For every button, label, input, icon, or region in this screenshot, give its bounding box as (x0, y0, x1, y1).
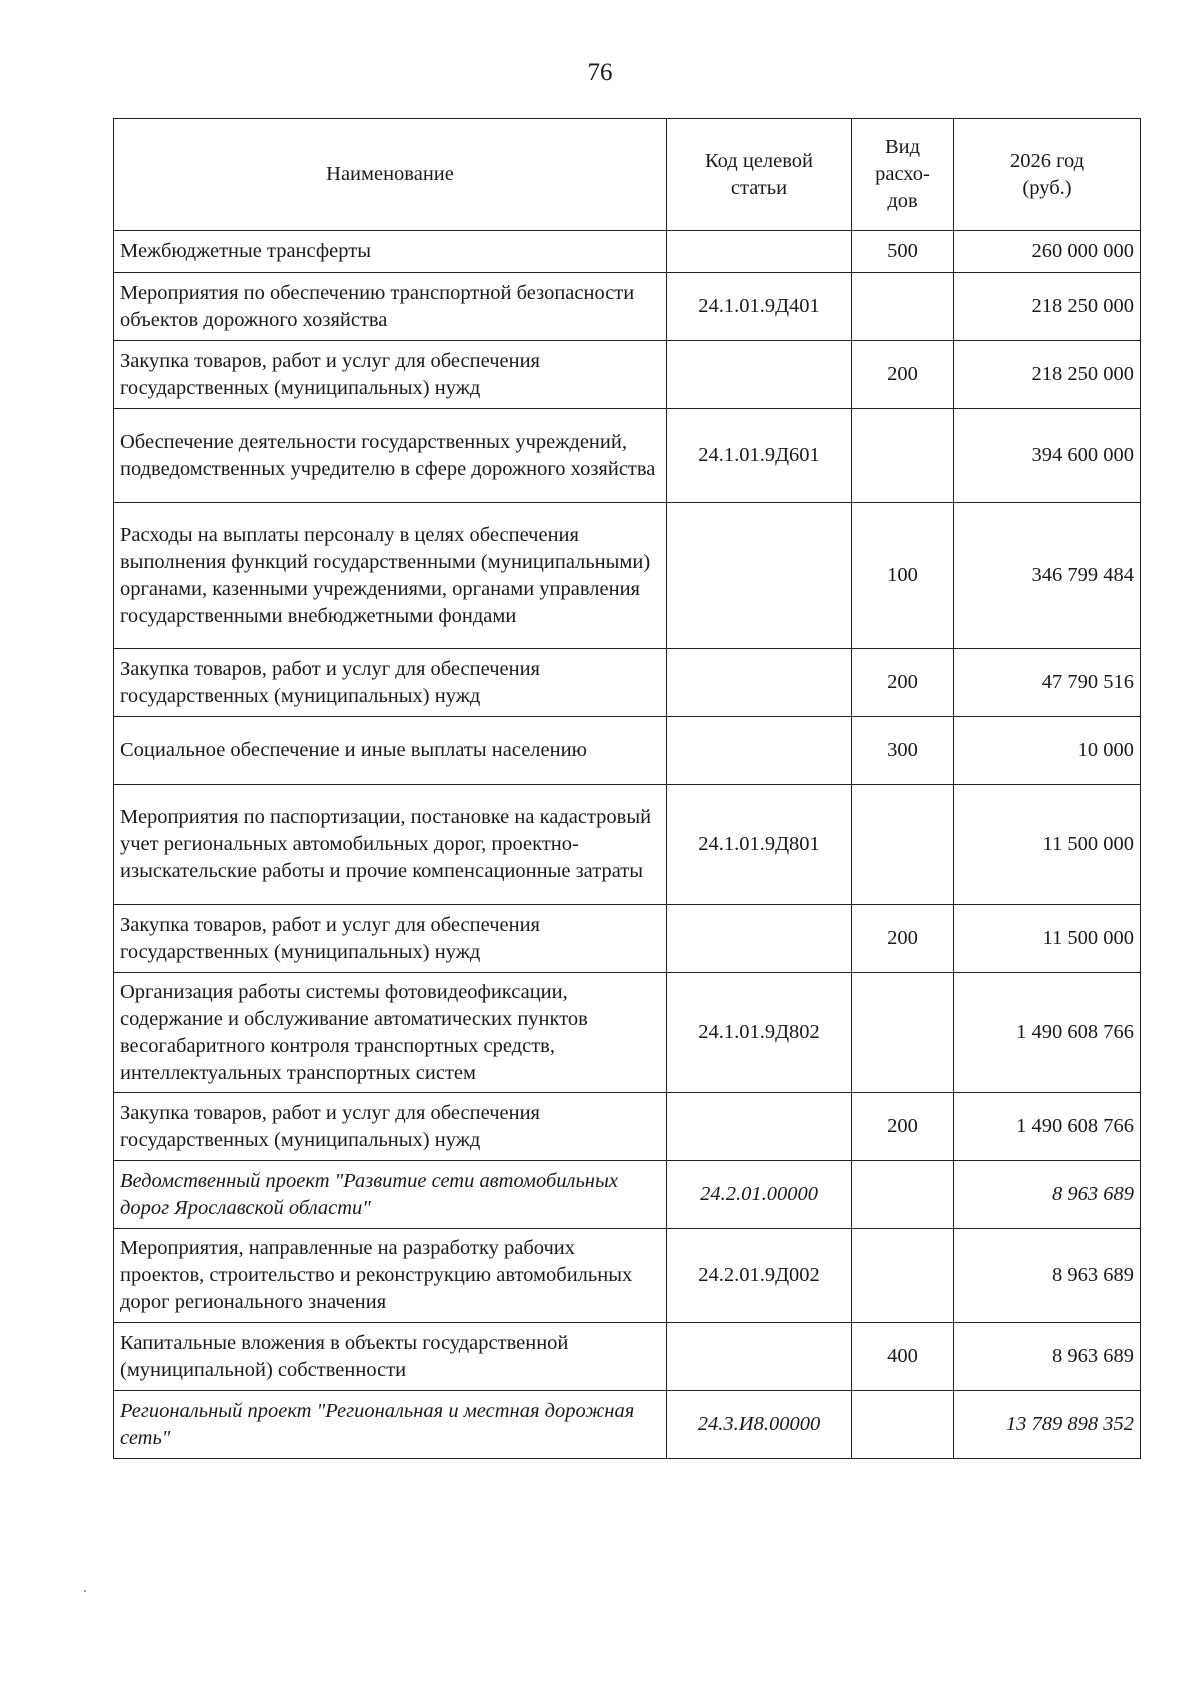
row-amount-cell: 8 963 689 (954, 1323, 1141, 1391)
table-row (114, 649, 1141, 717)
row-code-cell: 24.1.01.9Д801 (667, 785, 852, 905)
row-type-cell (852, 973, 954, 1093)
row-amount-cell: 11 500 000 (954, 905, 1141, 973)
row-code-cell: 24.2.01.9Д002 (667, 1229, 852, 1323)
row-type-cell: 200 (852, 1093, 954, 1161)
row-name-cell: Организация работы системы фотовидеофиксации, содержание и обслуживание автоматических пунктов весогабаритного контроля транспортных средств, интеллектуальных транспортных систем (114, 973, 667, 1093)
row-type-cell (852, 273, 954, 341)
row-code-cell: 24.2.01.00000 (667, 1161, 852, 1229)
table-header (114, 119, 1141, 231)
row-amount-cell: 1 490 608 766 (954, 1093, 1141, 1161)
row-name-cell: Мероприятия, направленные на разработку рабочих проектов, строительство и реконструкцию автомобильных дорог регионального значения (114, 1229, 667, 1323)
row-name-cell: Закупка товаров, работ и услуг для обеспечения государственных (муниципальных) нужд (114, 905, 667, 973)
table-row (114, 231, 1141, 273)
row-code-cell (667, 341, 852, 409)
row-amount-cell: 47 790 516 (954, 649, 1141, 717)
row-amount-cell: 10 000 (954, 717, 1141, 785)
row-name-cell: Закупка товаров, работ и услуг для обеспечения государственных (муниципальных) нужд (114, 649, 667, 717)
row-type-cell (852, 1161, 954, 1229)
row-type-cell: 500 (852, 231, 954, 273)
row-code-cell (667, 717, 852, 785)
row-name-cell: Расходы на выплаты персоналу в целях обеспечения выполнения функций государственными (муниципальными) органами, казенными учреждениями, органами управления государственными внебюджетными фондами (114, 503, 667, 649)
row-name-cell: Закупка товаров, работ и услуг для обеспечения государственных (муниципальных) нужд (114, 341, 667, 409)
row-code-cell: 24.3.И8.00000 (667, 1391, 852, 1459)
row-code-cell (667, 649, 852, 717)
row-code-cell (667, 231, 852, 273)
row-amount-cell: 218 250 000 (954, 341, 1141, 409)
row-amount-cell: 8 963 689 (954, 1161, 1141, 1229)
row-code-cell: 24.1.01.9Д401 (667, 273, 852, 341)
row-type-cell: 200 (852, 341, 954, 409)
row-amount-cell: 394 600 000 (954, 409, 1141, 503)
row-amount-cell: 346 799 484 (954, 503, 1141, 649)
table-row (114, 1161, 1141, 1229)
row-name-cell: Капитальные вложения в объекты государственной (муниципальной) собственности (114, 1323, 667, 1391)
table-row (114, 785, 1141, 905)
row-name-cell: Мероприятия по обеспечению транспортной безопасности объектов дорожного хозяйства (114, 273, 667, 341)
row-type-cell (852, 409, 954, 503)
row-name-cell: Закупка товаров, работ и услуг для обеспечения государственных (муниципальных) нужд (114, 1093, 667, 1161)
row-name-cell: Мероприятия по паспортизации, постановке на кадастровый учет региональных автомобильных дорог, проектно-изыскательские работы и прочие компенсационные затраты (114, 785, 667, 905)
table-row (114, 973, 1141, 1093)
header-code: Код целевой статьи (667, 119, 852, 231)
row-type-cell: 300 (852, 717, 954, 785)
page-number: 76 (587, 59, 613, 86)
table-body (114, 231, 1141, 1459)
table-row (114, 1391, 1141, 1459)
header-row (114, 119, 1141, 231)
table-row (114, 503, 1141, 649)
table-row (114, 905, 1141, 973)
row-type-cell (852, 1391, 954, 1459)
row-type-cell: 200 (852, 905, 954, 973)
row-code-cell (667, 1093, 852, 1161)
budget-table (113, 118, 1141, 1459)
table-row (114, 409, 1141, 503)
row-type-cell: 100 (852, 503, 954, 649)
row-name-cell: Региональный проект "Региональная и местная дорожная сеть" (114, 1391, 667, 1459)
row-type-cell: 200 (852, 649, 954, 717)
table-row (114, 1093, 1141, 1161)
scan-speck (84, 1590, 86, 1592)
table-row (114, 341, 1141, 409)
table-row (114, 273, 1141, 341)
row-type-cell: 400 (852, 1323, 954, 1391)
row-amount-cell: 218 250 000 (954, 273, 1141, 341)
row-type-cell (852, 785, 954, 905)
row-name-cell: Ведомственный проект "Развитие сети автомобильных дорог Ярославской области" (114, 1161, 667, 1229)
row-type-cell (852, 1229, 954, 1323)
table-row (114, 1229, 1141, 1323)
row-code-cell (667, 503, 852, 649)
row-name-cell: Межбюджетные трансферты (114, 231, 667, 273)
row-amount-cell: 1 490 608 766 (954, 973, 1141, 1093)
table-row (114, 1323, 1141, 1391)
row-name-cell: Обеспечение деятельности государственных учреждений, подведомственных учредителю в сфере дорожного хозяйства (114, 409, 667, 503)
row-amount-cell: 260 000 000 (954, 231, 1141, 273)
row-amount-cell: 11 500 000 (954, 785, 1141, 905)
row-name-cell: Социальное обеспечение и иные выплаты населению (114, 717, 667, 785)
row-code-cell (667, 1323, 852, 1391)
row-amount-cell: 13 789 898 352 (954, 1391, 1141, 1459)
header-name: Наименование (114, 119, 667, 231)
header-type: Вид расхо-дов (852, 119, 954, 231)
row-code-cell (667, 905, 852, 973)
row-code-cell: 24.1.01.9Д802 (667, 973, 852, 1093)
table-row (114, 717, 1141, 785)
row-code-cell: 24.1.01.9Д601 (667, 409, 852, 503)
row-amount-cell: 8 963 689 (954, 1229, 1141, 1323)
header-amount: 2026 год (руб.) (954, 119, 1141, 231)
